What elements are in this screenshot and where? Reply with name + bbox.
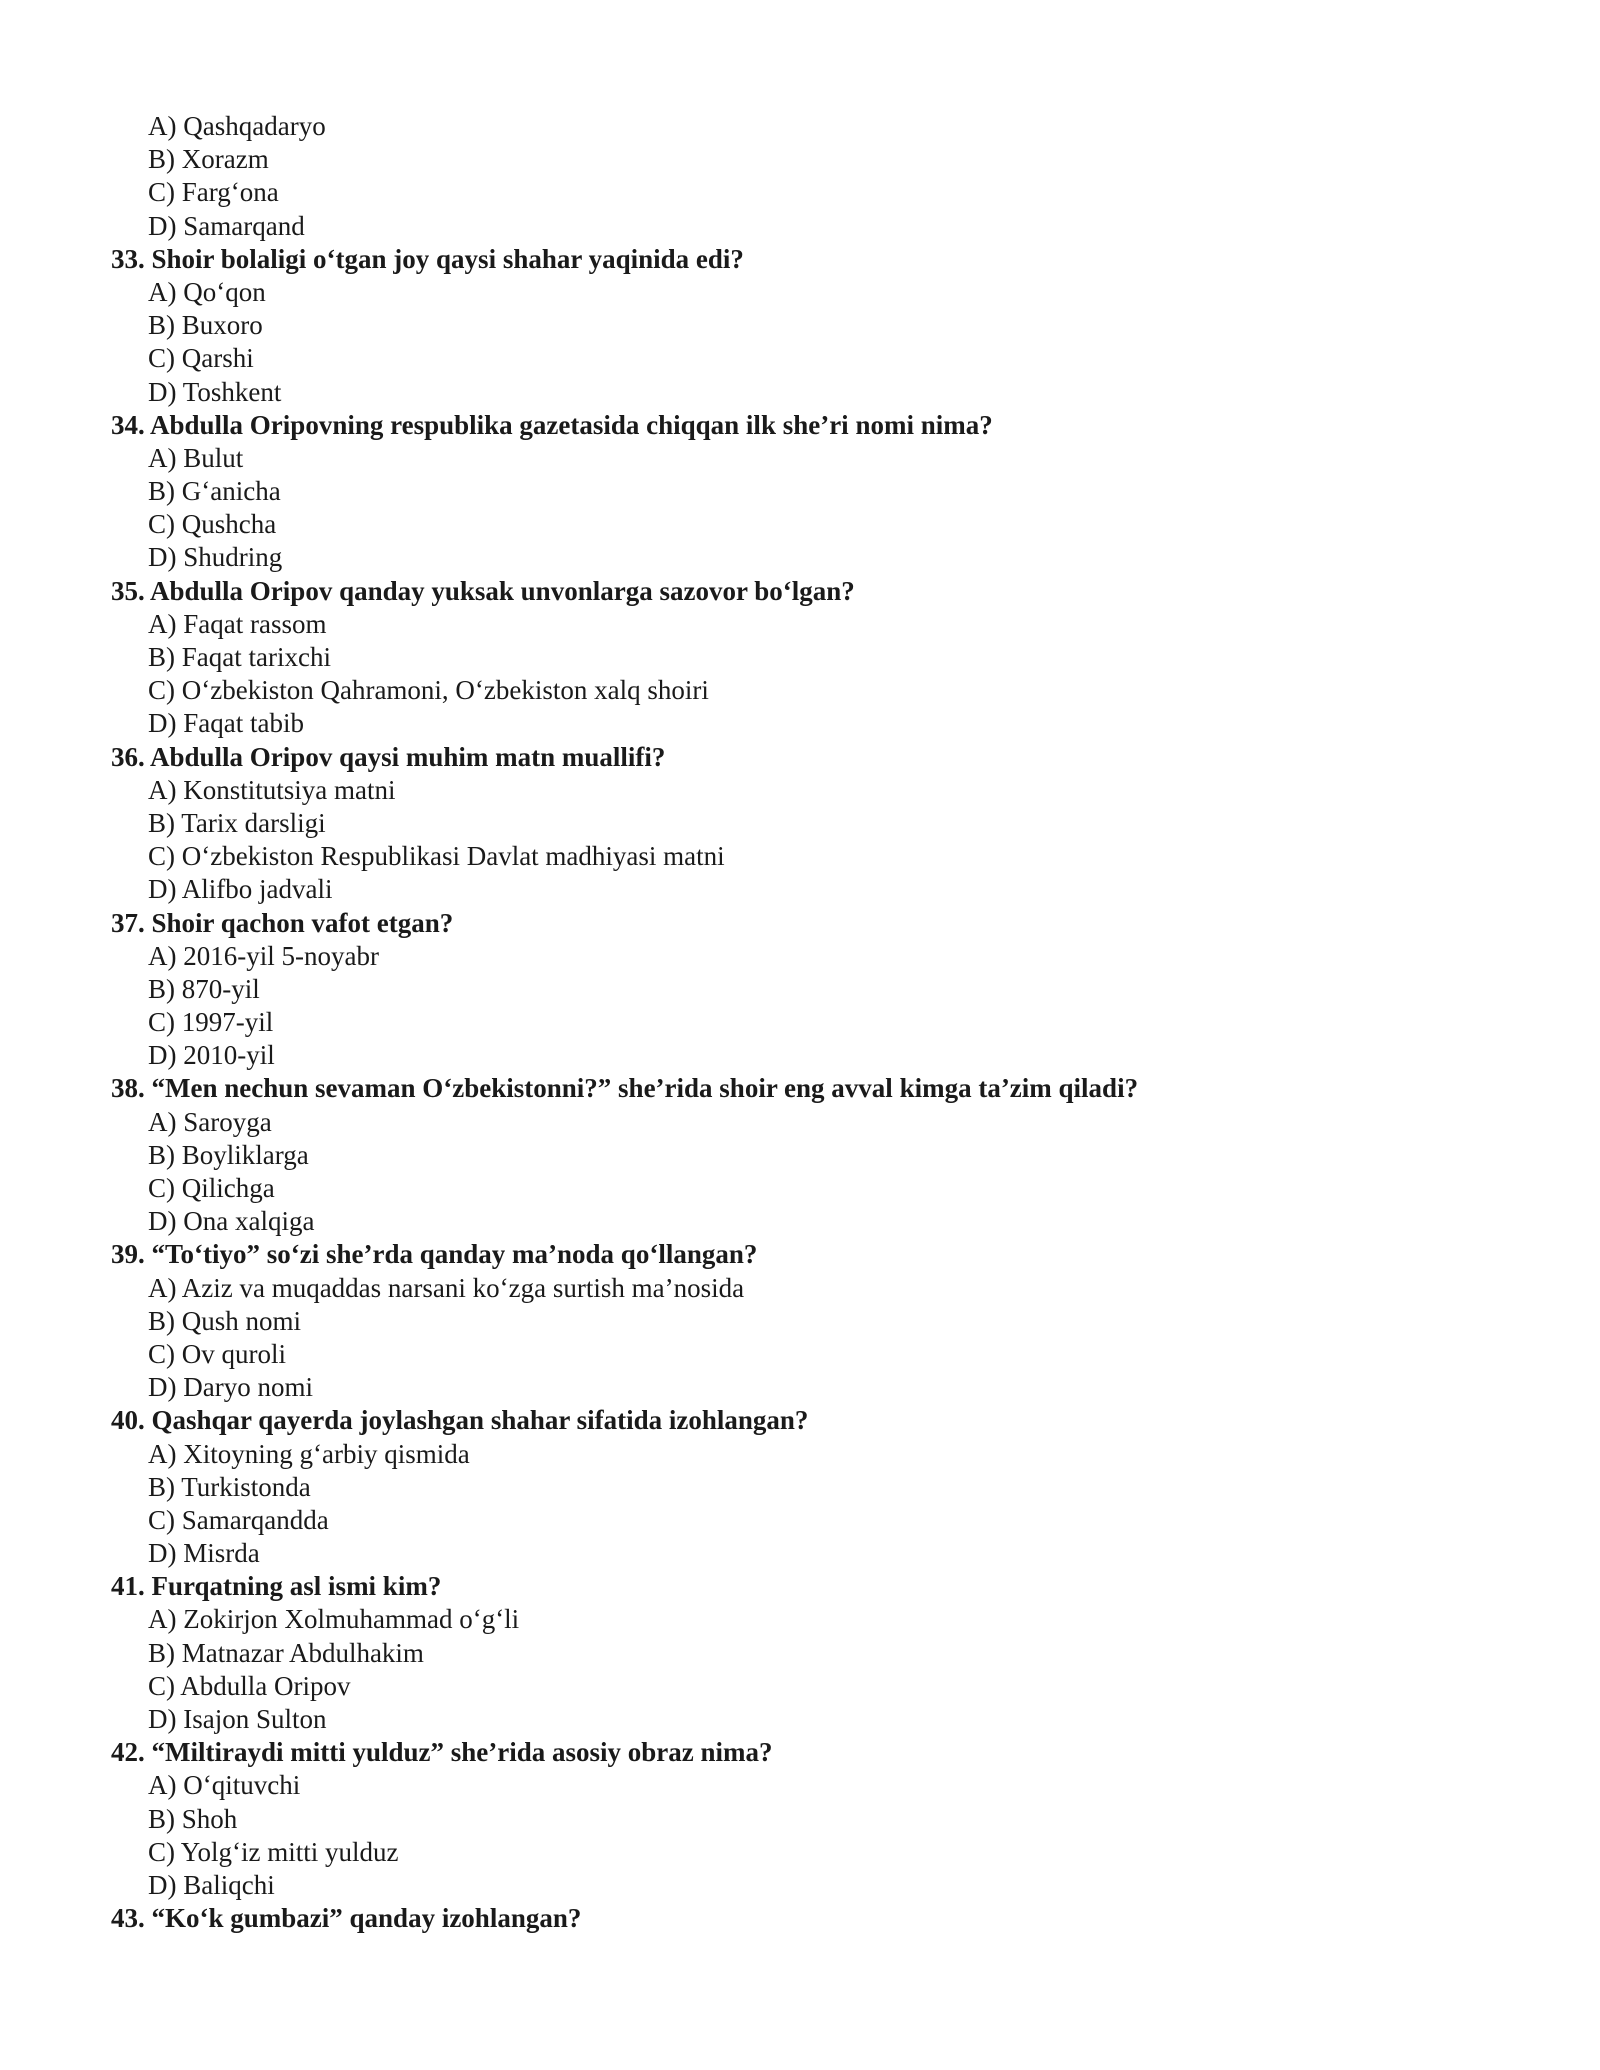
answer-option: C) Farg‘ona — [148, 177, 279, 208]
question-block — [0, 1570, 1600, 1736]
answer-option: B) Buxoro — [148, 310, 263, 341]
question-block — [0, 1072, 1600, 1238]
answer-option: D) 2010-yil — [148, 1040, 275, 1071]
answer-option: B) Faqat tarixchi — [148, 642, 331, 672]
answer-option: A) Aziz va muqaddas narsani ko‘zga surtish ma’nosida — [148, 1272, 745, 1303]
question-block — [0, 243, 1600, 409]
answer-option: D) Misrda — [148, 1538, 260, 1569]
answer-option: D) Shudring — [148, 542, 283, 573]
question-block — [0, 1238, 1600, 1404]
question-block — [0, 409, 1600, 575]
answer-option: A) 2016-yil 5-noyabr — [148, 940, 379, 971]
answer-option: C) 1997-yil — [148, 1007, 274, 1038]
question-text: 36. Abdulla Oripov qaysi muhim matn muallifi? — [111, 741, 666, 772]
answer-option: C) Qushcha — [148, 509, 277, 540]
answer-option: D) Samarqand — [148, 210, 305, 241]
answer-option: A) Zokirjon Xolmuhammad o‘g‘li — [148, 1604, 520, 1635]
question-list — [0, 243, 1600, 1936]
question-text: 40. Qashqar qayerda joylashgan shahar sifatida izohlangan? — [111, 1405, 809, 1436]
question-text: 43. “Ko‘k gumbazi” qanday izohlangan? — [111, 1903, 582, 1934]
question-text: 37. Shoir qachon vafot etgan? — [111, 907, 454, 938]
answer-option: A) Bulut — [148, 442, 244, 473]
question-block — [0, 741, 1600, 907]
answer-option: B) Tarix darsligi — [148, 807, 326, 838]
question-block — [0, 575, 1600, 741]
answer-option: A) O‘qituvchi — [148, 1770, 301, 1801]
answer-option: D) Faqat tabib — [148, 708, 304, 739]
answer-option: C) Qarshi — [148, 343, 254, 374]
answer-option: B) Matnazar Abdulhakim — [148, 1637, 424, 1668]
question-text: 33. Shoir bolaligi o‘tgan joy qaysi shahar yaqinida edi? — [111, 243, 744, 274]
answer-option: C) O‘zbekiston Qahramoni, O‘zbekiston xalq shoiri — [148, 675, 709, 706]
question-block — [0, 1404, 1600, 1570]
answer-option: D) Baliqchi — [148, 1869, 275, 1900]
lead-options — [0, 110, 1600, 243]
answer-option: B) Boyliklarga — [148, 1139, 309, 1170]
question-block — [0, 1902, 1600, 1935]
answer-option: A) Konstitutsiya matni — [148, 774, 396, 805]
answer-option: C) Qilichga — [148, 1173, 275, 1203]
answer-option: B) 870-yil — [148, 973, 260, 1004]
question-text: 42. “Miltiraydi mitti yulduz” she’rida asosiy obraz nima? — [111, 1737, 773, 1768]
question-text: 34. Abdulla Oripovning respublika gazetasida chiqqan ilk she’ri nomi nima? — [111, 409, 993, 440]
question-text: 41. Furqatning asl ismi kim? — [111, 1571, 442, 1602]
answer-option: C) O‘zbekiston Respublikasi Davlat madhiyasi matni — [148, 841, 725, 872]
answer-option: C) Yolg‘iz mitti yulduz — [148, 1836, 399, 1867]
answer-option: D) Alifbo jadvali — [148, 874, 333, 905]
answer-option: B) Turkistonda — [148, 1471, 311, 1502]
answer-option: B) G‘anicha — [148, 476, 281, 507]
answer-option: D) Toshkent — [148, 376, 282, 407]
answer-option: A) Saroyga — [148, 1106, 272, 1137]
question-block — [0, 1736, 1600, 1902]
answer-option: D) Daryo nomi — [148, 1372, 313, 1403]
answer-option: B) Shoh — [148, 1803, 238, 1834]
answer-option: A) Xitoyning g‘arbiy qismida — [148, 1438, 470, 1469]
document-page — [0, 110, 1600, 1935]
question-block — [0, 907, 1600, 1073]
question-text: 35. Abdulla Oripov qanday yuksak unvonlarga sazovor bo‘lgan? — [111, 575, 855, 606]
question-text: 39. “To‘tiyo” so‘zi she’rda qanday ma’noda qo‘llangan? — [111, 1239, 758, 1270]
question-text: 38. “Men nechun sevaman O‘zbekistonni?” she’rida shoir eng avval kimga ta’zim qiladi? — [111, 1073, 1139, 1104]
answer-option: B) Xorazm — [148, 144, 269, 175]
answer-option: A) Qo‘qon — [148, 276, 266, 307]
answer-option: C) Samarqandda — [148, 1504, 329, 1535]
answer-option: C) Ov quroli — [148, 1338, 286, 1369]
answer-option: D) Isajon Sulton — [148, 1704, 327, 1734]
answer-option: C) Abdulla Oripov — [148, 1670, 351, 1701]
answer-option: B) Qush nomi — [148, 1305, 302, 1336]
answer-option: A) Qashqadaryo — [148, 111, 326, 141]
answer-option: D) Ona xalqiga — [148, 1206, 315, 1237]
answer-option: A) Faqat rassom — [148, 608, 327, 639]
